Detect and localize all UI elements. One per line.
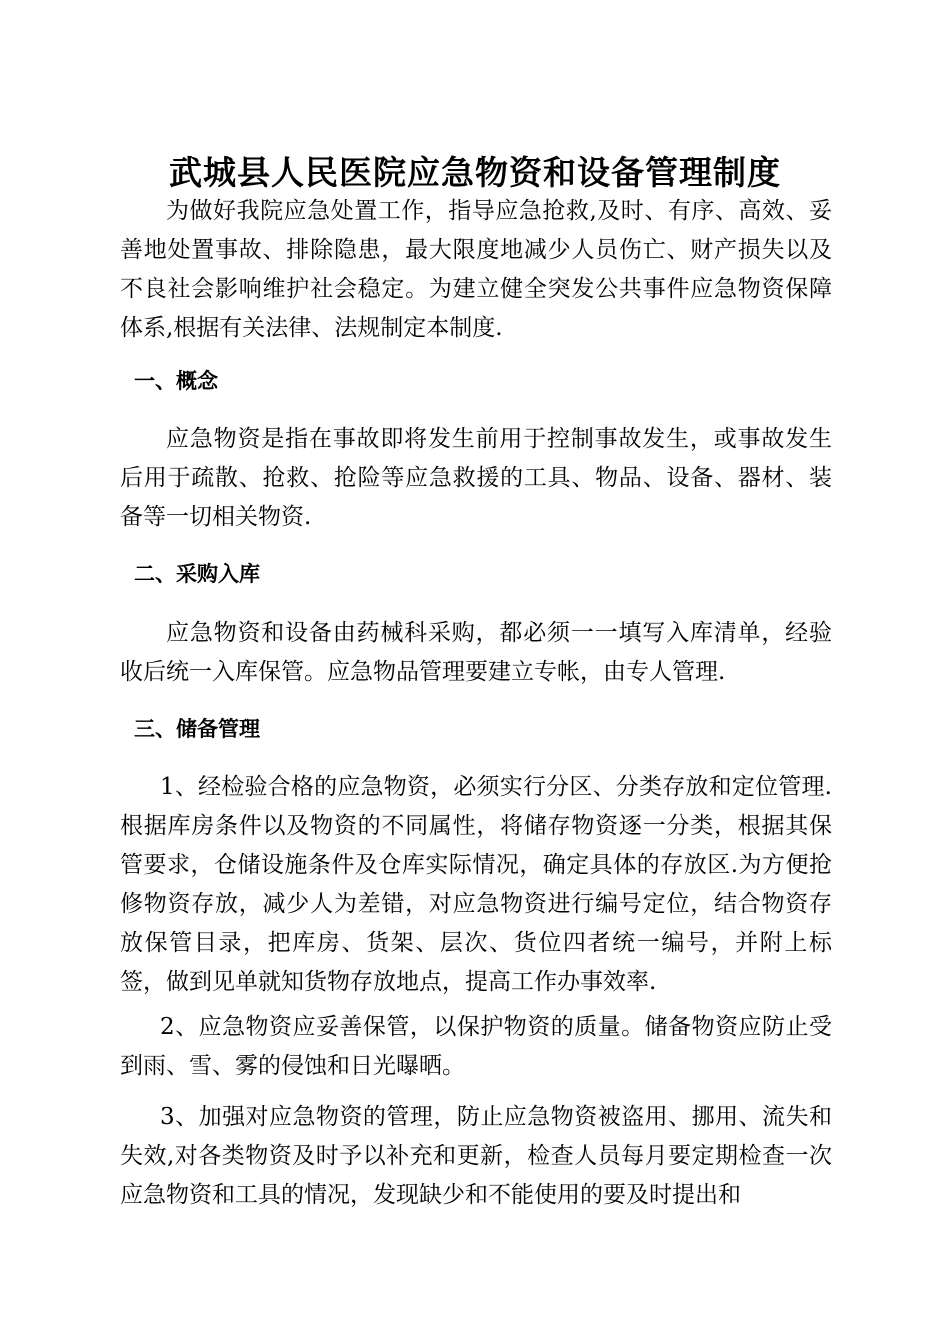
storage-paragraph-2: 2、应急物资应妥善保管，以保护物资的质量。储备物资应防止受到雨、雪、雾的侵蚀和日光曝晒。 (120, 1014, 832, 1079)
intro-paragraph: 为做好我院应急处置工作，指导应急抢救,及时、有序、高效、妥善地处置事故、排除隐患，最大限度地减少人员伤亡、财产损失以及不良社会影响维护社会稳定。为建立健全突发公共事件应急物资保障体系,根据有关法律、法规制定本制度. (120, 198, 832, 341)
concept-paragraph: 应急物资是指在事故即将发生前用于控制事故发生，或事故发生后用于疏散、抢救、抢险等应急救援的工具、物品、设备、器材、装备等一切相关物资. (120, 426, 832, 530)
section-heading-storage: 三、储备管理 (134, 716, 260, 741)
section-heading-concept: 一、概念 (134, 368, 218, 393)
section-heading-procurement: 二、采购入库 (134, 561, 260, 586)
storage-paragraph-1: 1、经检验合格的应急物资，必须实行分区、分类存放和定位管理.根据库房条件以及物资的不同属性，将储存物资逐一分类，根据其保管要求，仓储设施条件及仓库实际情况，确定具体的存放区.为方便抢修物资存放，减少人为差错，对应急物资进行编号定位，结合物资存放保管目录，把库房、货架、层次、货位四者统一编号，并附上标签，做到见单就知货物存放地点，提高工作办事效率. (120, 774, 832, 995)
storage-paragraph-3: 3、加强对应急物资的管理，防止应急物资被盗用、挪用、流失和失效,对各类物资及时予以补充和更新，检查人员每月要定期检查一次应急物资和工具的情况，发现缺少和不能使用的要及时提出和 (120, 1104, 832, 1208)
document-title: 武城县人民医院应急物资和设备管理制度 (169, 153, 781, 193)
procurement-paragraph: 应急物资和设备由药械科采购，都必须一一填写入库清单，经验收后统一入库保管。应急物品管理要建立专帐，由专人管理. (120, 620, 832, 685)
